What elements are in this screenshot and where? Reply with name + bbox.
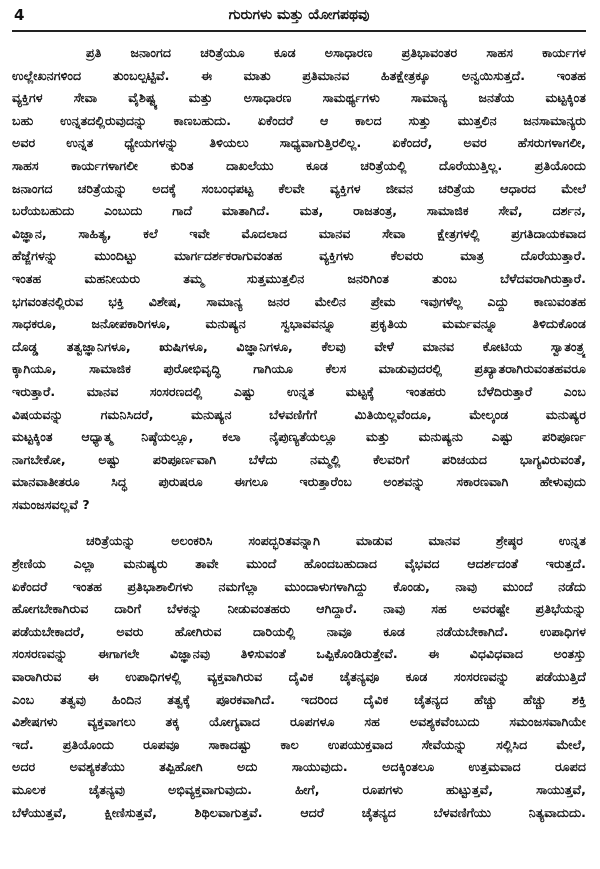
paragraph-2 [12, 530, 586, 824]
text-line: ಬರೆಯಬಹುದು ಎಂಬುದು ಗಾದೆ ಮಾತಾಗಿದೆ. ಮತ, ರಾಜತಂತ್ರ, ಸಾಮಾಜಿಕ ಸೇವೆ, ದರ್ಶನ, [12, 203, 586, 219]
text-line: ಇರುತ್ತಾರೆ. ಮಾನವ ಸಂಸರಣದಲ್ಲಿ ಎಷ್ಟು ಉನ್ನತ ಮಟ್ಟಕ್ಕೆ ಇಂತಹರು ಬೆಳೆದಿರುತ್ತಾರೆ ಎಂಬ [12, 383, 586, 399]
text-line: ವಾರಾಗಿರುವ ಈ ಉಪಾಧಿಗಳಲ್ಲಿ ವ್ಯಕ್ತವಾಗಿರುವ ದೈವಿಕ ಚೈತನ್ಯವೂ ಕೂಡ ಸಂಸರಣವನ್ನು ಪಡೆಯುತ್ತಿದೆ [12, 669, 586, 685]
text-line: ಮೂಲಕ ಚೈತನ್ಯವು ಅಭಿವ್ಯಕ್ತವಾಗುವುದು. ಹೀಗೆ, ರೂಪಗಳು ಹುಟ್ಟುತ್ತವೆ, ಸಾಯುತ್ತವೆ, [12, 782, 586, 797]
text-line: ಅದರ ಅವಶ್ಯಕತೆಯು ತಪ್ಪಿಹೋಗಿ ಅದು ಸಾಯುವುದು. ಅದಕ್ಕಿಂತಲೂ ಉತ್ತಮವಾದ ರೂಪದ [12, 759, 586, 775]
text-line: ಸಂಸರಣವನ್ನು ಈಗಾಗಲೇ ವಿಜ್ಞಾನವು ತಿಳಿಸುವಂತೆ ಒಪ್ಪಿಕೊಂಡಿರುತ್ತೇವೆ. ಈ ವಿಧವಿಧವಾದ ಅಂತಸ್ತು [12, 646, 586, 662]
text-line: ಜನಾಂಗದ ಚರಿತ್ರೆಯನ್ನು ಅದಕ್ಕೆ ಸಂಬಂಧಪಟ್ಟ ಕೆಲವೇ ವ್ಯಕ್ತಿಗಳ ಜೀವನ ಚರಿತ್ರೆಯ ಆಧಾರದ ಮೇಲೆ [12, 180, 586, 196]
text-line: ಭಗವಂತನಲ್ಲಿರುವ ಭಕ್ತಿ ವಿಶೇಷ, ಸಾಮಾನ್ಯ ಜನರ ಮೇಲಿನ ಪ್ರೇಮ ಇವುಗಳೆಲ್ಲ ಎದ್ದು ಕಾಣುವಂತಹ [12, 293, 586, 309]
text-line: ನಾಗಬೇಕೋ, ಅಷ್ಟು ಪರಿಪೂರ್ಣವಾಗಿ ಬೆಳೆದು ನಮ್ಮಲ್ಲಿ ಕೆಲವರಿಗೆ ಪರಿಚಯದ ಭಾಗ್ಯವಿರುವಂತೆ, [12, 451, 586, 467]
text-line: ಹೆಜ್ಜೆಗಳನ್ನು ಮುಂದಿಟ್ಟು ಮಾರ್ಗದರ್ಶಕರಾಗುವಂತಹ ವ್ಯಕ್ತಿಗಳು ಕೆಲವರು ಮಾತ್ರ ದೊರೆಯುತ್ತಾರೆ. [12, 248, 586, 264]
text-line: ಇಂತಹ ಮಹನೀಯರು ತಮ್ಮ ಸುತ್ತಮುತ್ತಲಿನ ಜನರಿಗಿಂತ ತುಂಬ ಬೆಳೆದವರಾಗಿರುತ್ತಾರೆ. [12, 270, 586, 286]
text-line: ಮಾನವಾತೀತರೂ ಸಿದ್ಧ ಪುರುಷರೂ ಈಗಲೂ ಇರುತ್ತಾರೆಂಬ ಅಂಶವನ್ನು ಸಕಾರಣವಾಗಿ ಹೇಳುವುದು [12, 474, 586, 490]
paragraph-1 [12, 42, 586, 516]
text-line: ಅವರ ಉನ್ನತ ಧ್ಯೇಯಗಳನ್ನು ತಿಳಿಯಲು ಸಾಧ್ಯವಾಗುತ್ತಿರಲಿಲ್ಲ. ಏಕೆಂದರೆ, ಅವರ ಹೆಸರುಗಳಾಗಲೀ, [12, 135, 586, 151]
text-line: ಸಮಂಜಸವಲ್ಲವೆ ? [12, 496, 90, 512]
text-line: ಹೋಗಬೇಕಾಗಿರುವ ದಾರಿಗೆ ಬೆಳಕನ್ನು ನೀಡುವಂತಹರು ಆಗಿದ್ದಾರೆ. ನಾವು ಸಹ ಅವರಷ್ಟೇ ಪ್ರತಿಭೆಯನ್ನು [12, 601, 586, 617]
text-line: ವಿಶೇಷಗಳು ವ್ಯಕ್ತವಾಗಲು ತಕ್ಕ ಯೋಗ್ಯವಾದ ರೂಪಗಳೂ ಸಹ ಅವಶ್ಯಕವೆಂಬುದು ಸಮಂಜಸವಾಗಿಯೇ [12, 714, 586, 730]
text-line: ಬಹು ಉನ್ನತದಲ್ಲಿರುವುದನ್ನು ಕಾಣಬಹುದು. ಏಕೆಂದರೆ ಆ ಕಾಲದ ಸುತ್ತು ಮುತ್ತಲಿನ ಜನಸಾಮಾನ್ಯರು [12, 112, 586, 128]
page-header [12, 4, 586, 32]
text-line: ಶ್ರೇಣಿಯ ಎಲ್ಲಾ ಮನುಷ್ಯರು ತಾವೇ ಮುಂದೆ ಹೊಂದಬಹುದಾದ ವೈಭವದ ಆದರ್ಶದಂತೆ ಇರುತ್ತದೆ. [12, 556, 586, 572]
text-line: ಪ್ರತಿ ಜನಾಂಗದ ಚರಿತ್ರೆಯೂ ಕೂಡ ಅಸಾಧಾರಣ ಪ್ರತಿಭಾವಂತರ ಸಾಹಸ ಕಾರ್ಯಗಳ [86, 45, 586, 60]
text-line: ಸಾಧಕರೂ, ಜನೋಪಕಾರಿಗಳೂ, ಮನುಷ್ಯನ ಸ್ವಭಾವವನ್ನೂ ಪ್ರಕೃತಿಯ ಮರ್ಮವನ್ನೂ ತಿಳಿದುಕೊಂಡ [12, 316, 586, 332]
text-line: ಕ್ಕಾಗಿಯೂ, ಸಾಮಾಜಿಕ ಪುರೋಭಿವೃದ್ಧಿ ಗಾಗಿಯೂ ಕೆಲಸ ಮಾಡುವುದರಲ್ಲಿ ಪ್ರಖ್ಯಾತರಾಗಿರುವಂತಹವರೂ [12, 361, 586, 377]
text-line: ವಿಜ್ಞಾನ, ಸಾಹಿತ್ಯ, ಕಲೆ ಇವೇ ಮೊದಲಾದ ಮಾನವ ಸೇವಾ ಕ್ಷೇತ್ರಗಳಲ್ಲಿ ಪ್ರಗತಿದಾಯಕವಾದ [12, 225, 586, 241]
text-line: ಇದೆ. ಪ್ರತಿಯೊಂದು ರೂಪವೂ ಸಾಕಾದಷ್ಟು ಕಾಲ ಉಪಯುಕ್ತವಾದ ಸೇವೆಯನ್ನು ಸಲ್ಲಿಸಿದ ಮೇಲೆ, [12, 736, 586, 752]
text-line: ಏಕೆಂದರೆ ಇಂತಹ ಪ್ರತಿಭಾಶಾಲಿಗಳು ನಮಗೆಲ್ಲಾ ಮುಂದಾಳುಗಳಾಗಿದ್ದು ಕೊಂಡು, ನಾವು ಮುಂದೆ ನಡೆದು [12, 578, 586, 594]
text-line: ಪಡೆಯಬೇಕಾದರೆ, ಅವರು ಹೋಗಿರುವ ದಾರಿಯಲ್ಲಿ ನಾವೂ ಕೂಡ ನಡೆಯಬೇಕಾಗಿದೆ. ಉಪಾಧಿಗಳ [12, 623, 586, 639]
running-title: ಗುರುಗಳು ಮತ್ತು ಯೋಗಪಥವು [228, 7, 370, 23]
page-number: 4 [14, 6, 25, 24]
text-line: ಮಟ್ಟಕ್ಕಿಂತ ಆಧ್ಯಾತ್ಮ ನಿಷ್ಠೆಯಲ್ಲೂ, ಕಲಾ ನೈಪುಣ್ಯತೆಯಲ್ಲೂ ಮತ್ತು ಮನುಷ್ಯನು ಎಷ್ಟು ಪರಿಪೂರ್ಣ [12, 429, 586, 445]
text-line: ಉಲ್ಲೇಖನಗಳಿಂದ ತುಂಬಲ್ಪಟ್ಟಿವೆ. ಈ ಮಾತು ಪ್ರತಿಮಾನವ ಹಿತಕ್ಷೇತ್ರಕ್ಕೂ ಅನ್ವಯಿಸುತ್ತದೆ. ಇಂತಹ [12, 67, 586, 83]
text-line: ವಿಷಯವನ್ನು ಗಮನಿಸಿದರೆ, ಮನುಷ್ಯನ ಬೆಳವಣಿಗೆಗೆ ಮಿತಿಯಿಲ್ಲವೆಂದೂ, ಮೇಲ್ಕಂಡ ಮನುಷ್ಯರ [12, 406, 586, 422]
text-line: ಚರಿತ್ರೆಯನ್ನು ಅಲಂಕರಿಸಿ ಸಂಪದ್ಭರಿತವನ್ನಾಗಿ ಮಾಡುವ ಮಾನವ ಶ್ರೇಷ್ಠರ ಉನ್ನತ [86, 533, 586, 549]
text-line: ದೊಡ್ಡ ತತ್ವಜ್ಞಾನಿಗಳೂ, ಋಷಿಗಳೂ, ವಿಜ್ಞಾನಿಗಳೂ, ಕೆಲವು ವೇಳೆ ಮಾನವ ಕೋಟಿಯ ಸ್ವಾತಂತ್ರ್ಯ [12, 338, 586, 354]
text-line: ಬೆಳೆಯುತ್ತವೆ, ಕ್ಷೀಣಿಸುತ್ತವೆ, ಶಿಥಿಲವಾಗುತ್ತವೆ. ಆದರೆ ಚೈತನ್ಯದ ಬೆಳವಣಿಗೆಯು ನಿತ್ಯವಾದುದು. [12, 804, 586, 820]
text-line: ಎಂಬ ತತ್ವವು ಹಿಂದಿನ ತತ್ವಕ್ಕೆ ಪೂರಕವಾಗಿದೆ. ಇದರಿಂದ ದೈವಿಕ ಚೈತನ್ಯದ ಹೆಚ್ಚು ಹೆಚ್ಚು ಶಕ್ತಿ [12, 691, 586, 707]
text-line: ವ್ಯಕ್ತಿಗಳ ಸೇವಾ ವೈಶಿಷ್ಟ್ಯ ಮತ್ತು ಅಸಾಧಾರಣ ಸಾಮರ್ಥ್ಯಗಳು ಸಾಮಾನ್ಯ ಜನತೆಯ ಮಟ್ಟಕ್ಕಿಂತ [12, 90, 586, 106]
text-line: ಸಾಹಸ ಕಾರ್ಯಗಳಾಗಲೀ ಕುರಿತ ದಾಖಲೆಯು ಕೂಡ ಚರಿತ್ರೆಯಲ್ಲಿ ದೊರೆಯುತ್ತಿಲ್ಲ. ಪ್ರತಿಯೊಂದು [12, 157, 586, 173]
